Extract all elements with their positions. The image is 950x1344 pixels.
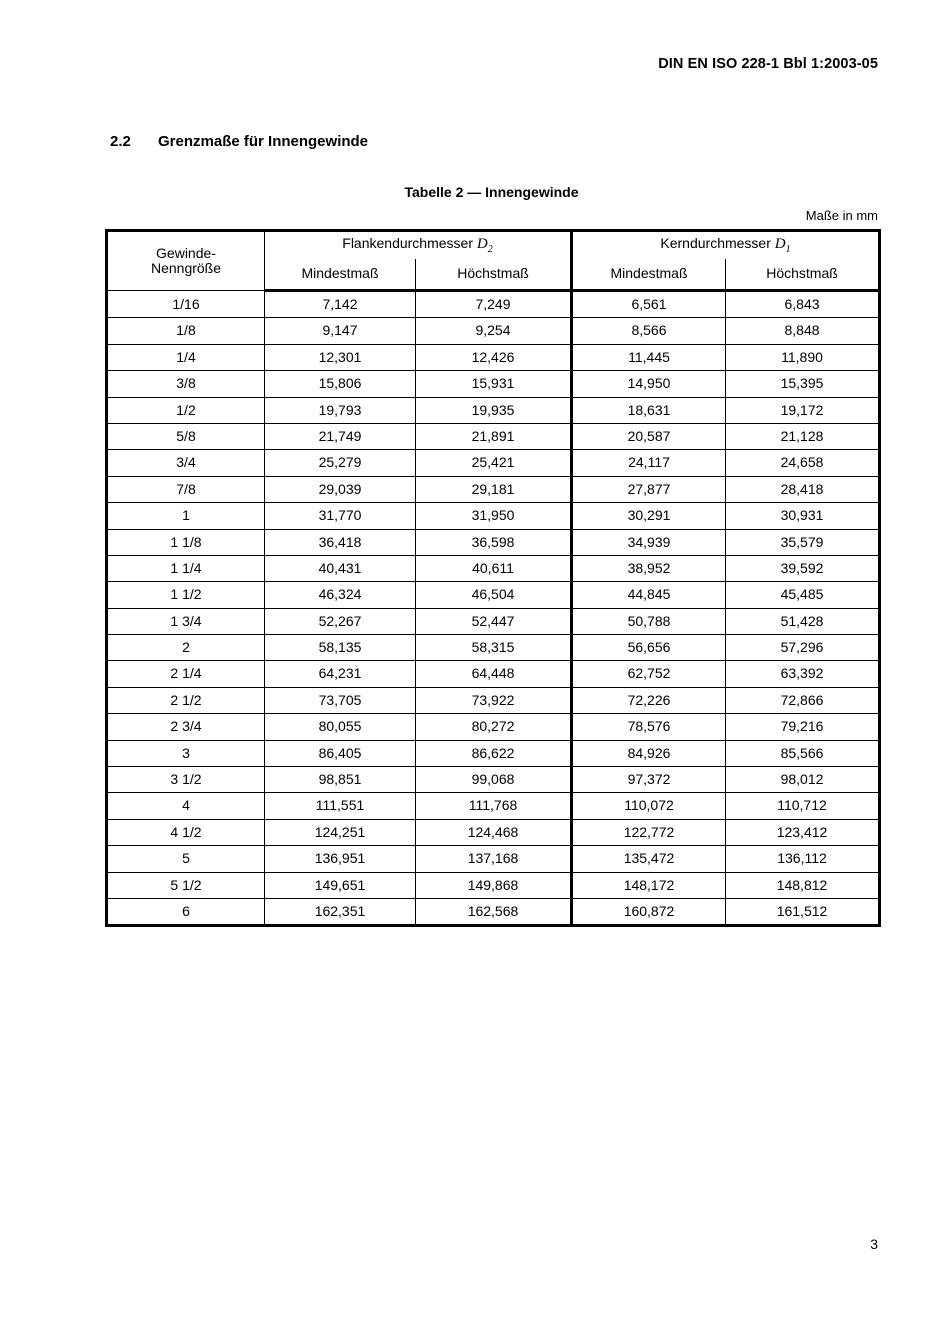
cell-d1-min: 56,656 [572, 635, 726, 661]
cell-nominal-size: 2 [107, 635, 265, 661]
table-row [107, 291, 880, 318]
cell-d1-max: 57,296 [726, 635, 880, 661]
cell-nominal-size: 1/16 [107, 291, 265, 318]
cell-d1-min: 18,631 [572, 397, 726, 423]
cell-nominal-size: 1/4 [107, 344, 265, 370]
cell-d1-max: 15,395 [726, 371, 880, 397]
cell-d2-max: 9,254 [416, 318, 572, 344]
cell-nominal-size: 4 1/2 [107, 819, 265, 845]
cell-d2-max: 7,249 [416, 291, 572, 318]
column-header-nominal-size-line2: Nenngröße [150, 260, 222, 276]
cell-d1-min: 20,587 [572, 423, 726, 449]
table-row [107, 846, 880, 872]
cell-d1-min: 34,939 [572, 529, 726, 555]
cell-d1-max: 24,658 [726, 450, 880, 476]
cell-nominal-size: 1 1/4 [107, 555, 265, 581]
table-container [105, 229, 878, 927]
column-header-d1-min: Mindestmaß [572, 259, 726, 291]
cell-nominal-size: 1 1/2 [107, 582, 265, 608]
table-row [107, 555, 880, 581]
cell-d2-max: 86,622 [416, 740, 572, 766]
cell-d1-max: 28,418 [726, 476, 880, 502]
cell-d1-max: 6,843 [726, 291, 880, 318]
cell-d1-min: 27,877 [572, 476, 726, 502]
cell-d2-max: 31,950 [416, 503, 572, 529]
cell-d2-max: 64,448 [416, 661, 572, 687]
cell-d2-min: 40,431 [265, 555, 416, 581]
cell-d2-min: 29,039 [265, 476, 416, 502]
cell-d2-max: 124,468 [416, 819, 572, 845]
cell-d2-min: 9,147 [265, 318, 416, 344]
interior-thread-limits-table [105, 229, 881, 927]
page-number: 3 [870, 1236, 878, 1252]
cell-nominal-size: 7/8 [107, 476, 265, 502]
cell-d1-min: 97,372 [572, 767, 726, 793]
cell-d1-max: 30,931 [726, 503, 880, 529]
cell-d1-max: 63,392 [726, 661, 880, 687]
cell-d2-min: 12,301 [265, 344, 416, 370]
section-heading [110, 133, 368, 150]
table-row [107, 898, 880, 925]
cell-d2-min: 46,324 [265, 582, 416, 608]
cell-d2-min: 111,551 [265, 793, 416, 819]
cell-d2-max: 19,935 [416, 397, 572, 423]
cell-d2-min: 80,055 [265, 714, 416, 740]
cell-d2-max: 99,068 [416, 767, 572, 793]
cell-d2-min: 162,351 [265, 898, 416, 925]
cell-d1-max: 8,848 [726, 318, 880, 344]
cell-d2-max: 46,504 [416, 582, 572, 608]
table-row [107, 582, 880, 608]
cell-d2-max: 111,768 [416, 793, 572, 819]
cell-nominal-size: 1 3/4 [107, 608, 265, 634]
cell-d1-min: 11,445 [572, 344, 726, 370]
table-header [107, 231, 880, 291]
table-row [107, 344, 880, 370]
column-header-d2-min: Mindestmaß [265, 259, 416, 291]
units-note: Maße in mm [805, 208, 878, 223]
table-body [107, 291, 880, 926]
cell-d1-min: 160,872 [572, 898, 726, 925]
cell-d2-max: 137,168 [416, 846, 572, 872]
cell-d1-max: 161,512 [726, 898, 880, 925]
cell-nominal-size: 2 1/4 [107, 661, 265, 687]
table-row [107, 661, 880, 687]
cell-d1-min: 44,845 [572, 582, 726, 608]
cell-nominal-size: 1/8 [107, 318, 265, 344]
cell-nominal-size: 3/4 [107, 450, 265, 476]
table-row [107, 872, 880, 898]
section-number: 2.2 [110, 133, 131, 150]
table-row [107, 793, 880, 819]
table-row [107, 503, 880, 529]
table-row [107, 450, 880, 476]
table-row [107, 714, 880, 740]
column-group-header-pitch-diameter [265, 231, 572, 260]
cell-nominal-size: 1 [107, 503, 265, 529]
cell-nominal-size: 2 1/2 [107, 687, 265, 713]
table-row [107, 397, 880, 423]
cell-d2-min: 7,142 [265, 291, 416, 318]
cell-d2-max: 15,931 [416, 371, 572, 397]
cell-d2-max: 162,568 [416, 898, 572, 925]
table-row [107, 740, 880, 766]
cell-d2-min: 25,279 [265, 450, 416, 476]
cell-d1-min: 24,117 [572, 450, 726, 476]
cell-d1-min: 84,926 [572, 740, 726, 766]
column-header-d2-max: Höchstmaß [416, 259, 572, 291]
cell-d1-min: 6,561 [572, 291, 726, 318]
section-title: Grenzmaße für Innengewinde [158, 133, 369, 150]
cell-d2-max: 12,426 [416, 344, 572, 370]
cell-d2-max: 40,611 [416, 555, 572, 581]
column-header-nominal-size [107, 231, 265, 291]
table-row [107, 476, 880, 502]
column-header-d1-max: Höchstmaß [726, 259, 880, 291]
cell-nominal-size: 4 [107, 793, 265, 819]
cell-d1-max: 45,485 [726, 582, 880, 608]
cell-d1-max: 98,012 [726, 767, 880, 793]
cell-d1-max: 110,712 [726, 793, 880, 819]
cell-d2-min: 64,231 [265, 661, 416, 687]
symbol-d2: $D_2$ [476, 236, 493, 255]
column-group-header-minor-diameter-label: Kerndurchmesser [660, 235, 771, 251]
cell-d2-max: 80,272 [416, 714, 572, 740]
cell-d2-min: 15,806 [265, 371, 416, 397]
cell-d2-min: 52,267 [265, 608, 416, 634]
cell-d2-min: 36,418 [265, 529, 416, 555]
cell-d1-min: 8,566 [572, 318, 726, 344]
cell-nominal-size: 5 1/2 [107, 872, 265, 898]
cell-d1-max: 148,812 [726, 872, 880, 898]
running-header: DIN EN ISO 228-1 Bbl 1:2003-05 [658, 56, 878, 72]
cell-d1-max: 11,890 [726, 344, 880, 370]
cell-nominal-size: 1 1/8 [107, 529, 265, 555]
cell-d1-min: 50,788 [572, 608, 726, 634]
cell-nominal-size: 3 1/2 [107, 767, 265, 793]
cell-d1-min: 30,291 [572, 503, 726, 529]
table-header-group-row [107, 231, 880, 260]
cell-d1-min: 14,950 [572, 371, 726, 397]
cell-d1-max: 72,866 [726, 687, 880, 713]
cell-nominal-size: 6 [107, 898, 265, 925]
cell-nominal-size: 1/2 [107, 397, 265, 423]
cell-d1-min: 78,576 [572, 714, 726, 740]
cell-d2-min: 149,651 [265, 872, 416, 898]
cell-d1-min: 110,072 [572, 793, 726, 819]
cell-d1-max: 79,216 [726, 714, 880, 740]
cell-nominal-size: 5 [107, 846, 265, 872]
cell-d2-max: 73,922 [416, 687, 572, 713]
cell-nominal-size: 2 3/4 [107, 714, 265, 740]
table-row [107, 529, 880, 555]
table-row [107, 687, 880, 713]
cell-d1-min: 38,952 [572, 555, 726, 581]
cell-d2-min: 73,705 [265, 687, 416, 713]
cell-d2-min: 124,251 [265, 819, 416, 845]
cell-d1-max: 19,172 [726, 397, 880, 423]
cell-d2-min: 58,135 [265, 635, 416, 661]
column-header-nominal-size-line1: Gewinde- [156, 244, 216, 261]
cell-d2-max: 36,598 [416, 529, 572, 555]
table-row [107, 767, 880, 793]
cell-nominal-size: 3 [107, 740, 265, 766]
table-row [107, 318, 880, 344]
cell-d2-min: 21,749 [265, 423, 416, 449]
cell-d2-max: 29,181 [416, 476, 572, 502]
table-row [107, 635, 880, 661]
symbol-d1: $D_1$ [774, 236, 791, 255]
column-group-header-minor-diameter [572, 231, 880, 260]
cell-d2-max: 21,891 [416, 423, 572, 449]
table-row [107, 371, 880, 397]
cell-d2-max: 58,315 [416, 635, 572, 661]
cell-d1-max: 21,128 [726, 423, 880, 449]
cell-d1-min: 122,772 [572, 819, 726, 845]
cell-d2-max: 149,868 [416, 872, 572, 898]
cell-d2-max: 52,447 [416, 608, 572, 634]
cell-d1-max: 39,592 [726, 555, 880, 581]
cell-d1-min: 135,472 [572, 846, 726, 872]
cell-d2-max: 25,421 [416, 450, 572, 476]
cell-d1-max: 123,412 [726, 819, 880, 845]
column-group-header-pitch-diameter-label: Flankendurchmesser [342, 235, 473, 251]
cell-d2-min: 19,793 [265, 397, 416, 423]
cell-d1-min: 148,172 [572, 872, 726, 898]
table-caption: Tabelle 2 — Innengewinde [404, 184, 579, 200]
cell-d1-min: 72,226 [572, 687, 726, 713]
table-row [107, 608, 880, 634]
cell-d1-min: 62,752 [572, 661, 726, 687]
cell-d1-max: 35,579 [726, 529, 880, 555]
cell-d1-max: 51,428 [726, 608, 880, 634]
cell-d1-max: 85,566 [726, 740, 880, 766]
cell-nominal-size: 5/8 [107, 423, 265, 449]
cell-d2-min: 31,770 [265, 503, 416, 529]
cell-nominal-size: 3/8 [107, 371, 265, 397]
cell-d2-min: 98,851 [265, 767, 416, 793]
table-row [107, 423, 880, 449]
cell-d1-max: 136,112 [726, 846, 880, 872]
cell-d2-min: 136,951 [265, 846, 416, 872]
cell-d2-min: 86,405 [265, 740, 416, 766]
table-row [107, 819, 880, 845]
